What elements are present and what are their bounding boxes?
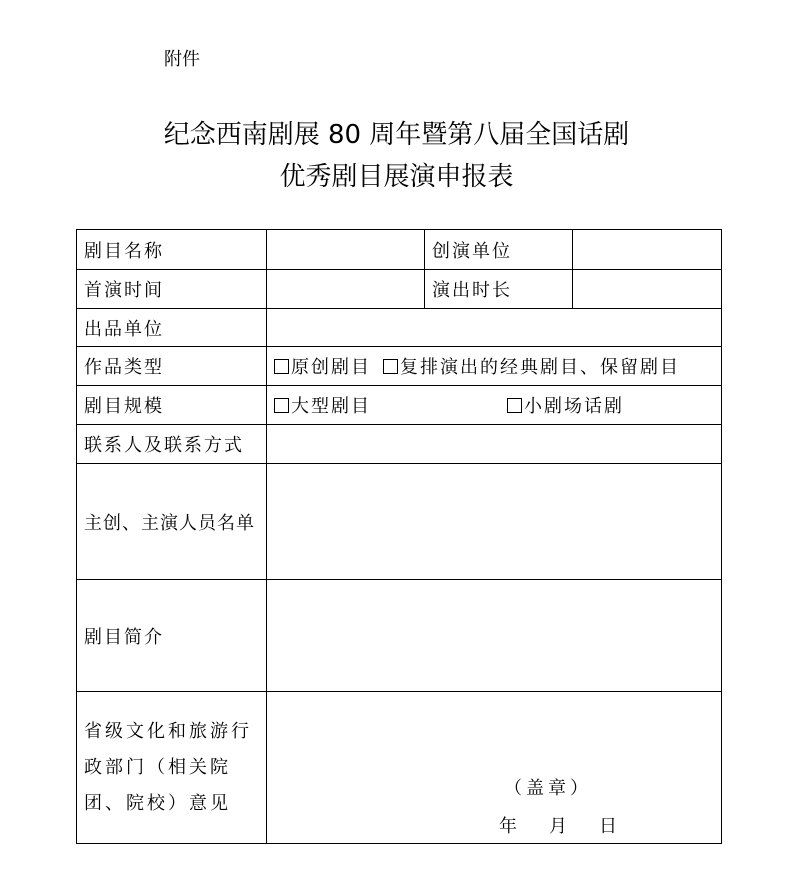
- crew-field[interactable]: [267, 464, 722, 580]
- opinion-label: 省级文化和旅游行政部门（相关院团、院校）意见: [77, 692, 267, 844]
- work-type-options: [267, 347, 722, 386]
- seal-text: （盖章）: [504, 778, 592, 799]
- option-label: 原创剧目: [291, 357, 371, 378]
- producer-field[interactable]: [267, 309, 722, 347]
- creator-unit-field[interactable]: [573, 230, 722, 270]
- duration-label: 演出时长: [425, 270, 573, 309]
- creator-unit-label: 创演单位: [425, 230, 573, 270]
- premiere-time-field[interactable]: [267, 270, 425, 309]
- form-title-line1: 纪念西南剧展 80 周年暨第八届全国话剧: [163, 120, 630, 150]
- synopsis-field[interactable]: [267, 580, 722, 692]
- synopsis-label: 剧目简介: [77, 580, 267, 692]
- form-row-premiere: [77, 270, 722, 309]
- scale-label: 剧目规模: [77, 386, 267, 425]
- crew-label: 主创、主演人员名单: [77, 464, 267, 580]
- play-name-field[interactable]: [267, 230, 425, 270]
- form-row-producer: [77, 309, 722, 347]
- option-label: 大型剧目: [291, 396, 371, 417]
- contact-label: 联系人及联系方式: [77, 425, 267, 464]
- date-year: 年: [499, 816, 519, 837]
- application-form-table: [76, 229, 722, 844]
- date-day: 日: [599, 816, 619, 837]
- option-label: 小剧场话剧: [524, 396, 624, 417]
- scale-option-large[interactable]: [274, 392, 371, 418]
- form-row-synopsis: [77, 580, 722, 692]
- form-row-scale: [77, 386, 722, 425]
- form-row-opinion: [77, 692, 722, 844]
- checkbox-icon[interactable]: [507, 398, 522, 413]
- form-row-work-type: [77, 347, 722, 386]
- form-row-play-name: [77, 230, 722, 270]
- form-title-line2: 优秀剧目展演申报表: [279, 162, 514, 192]
- checkbox-icon[interactable]: [274, 359, 289, 374]
- attachment-label: 附件: [164, 49, 200, 70]
- date-month: 月: [549, 816, 569, 837]
- premiere-time-label: 首演时间: [77, 270, 267, 309]
- duration-field[interactable]: [573, 270, 722, 309]
- contact-field[interactable]: [267, 425, 722, 464]
- option-label: 复排演出的经典剧目、保留剧目: [400, 357, 680, 378]
- producer-label: 出品单位: [77, 309, 267, 347]
- form-row-contact: [77, 425, 722, 464]
- date-line: [499, 812, 619, 838]
- scale-option-small-theater[interactable]: [507, 392, 624, 418]
- work-type-option-classic[interactable]: [383, 353, 680, 379]
- checkbox-icon[interactable]: [383, 359, 398, 374]
- opinion-field[interactable]: [267, 692, 722, 844]
- play-name-label: 剧目名称: [77, 230, 267, 270]
- checkbox-icon[interactable]: [274, 398, 289, 413]
- scale-options: [267, 386, 722, 425]
- form-row-crew: [77, 464, 722, 580]
- work-type-option-original[interactable]: [274, 353, 371, 379]
- work-type-label: 作品类型: [77, 347, 267, 386]
